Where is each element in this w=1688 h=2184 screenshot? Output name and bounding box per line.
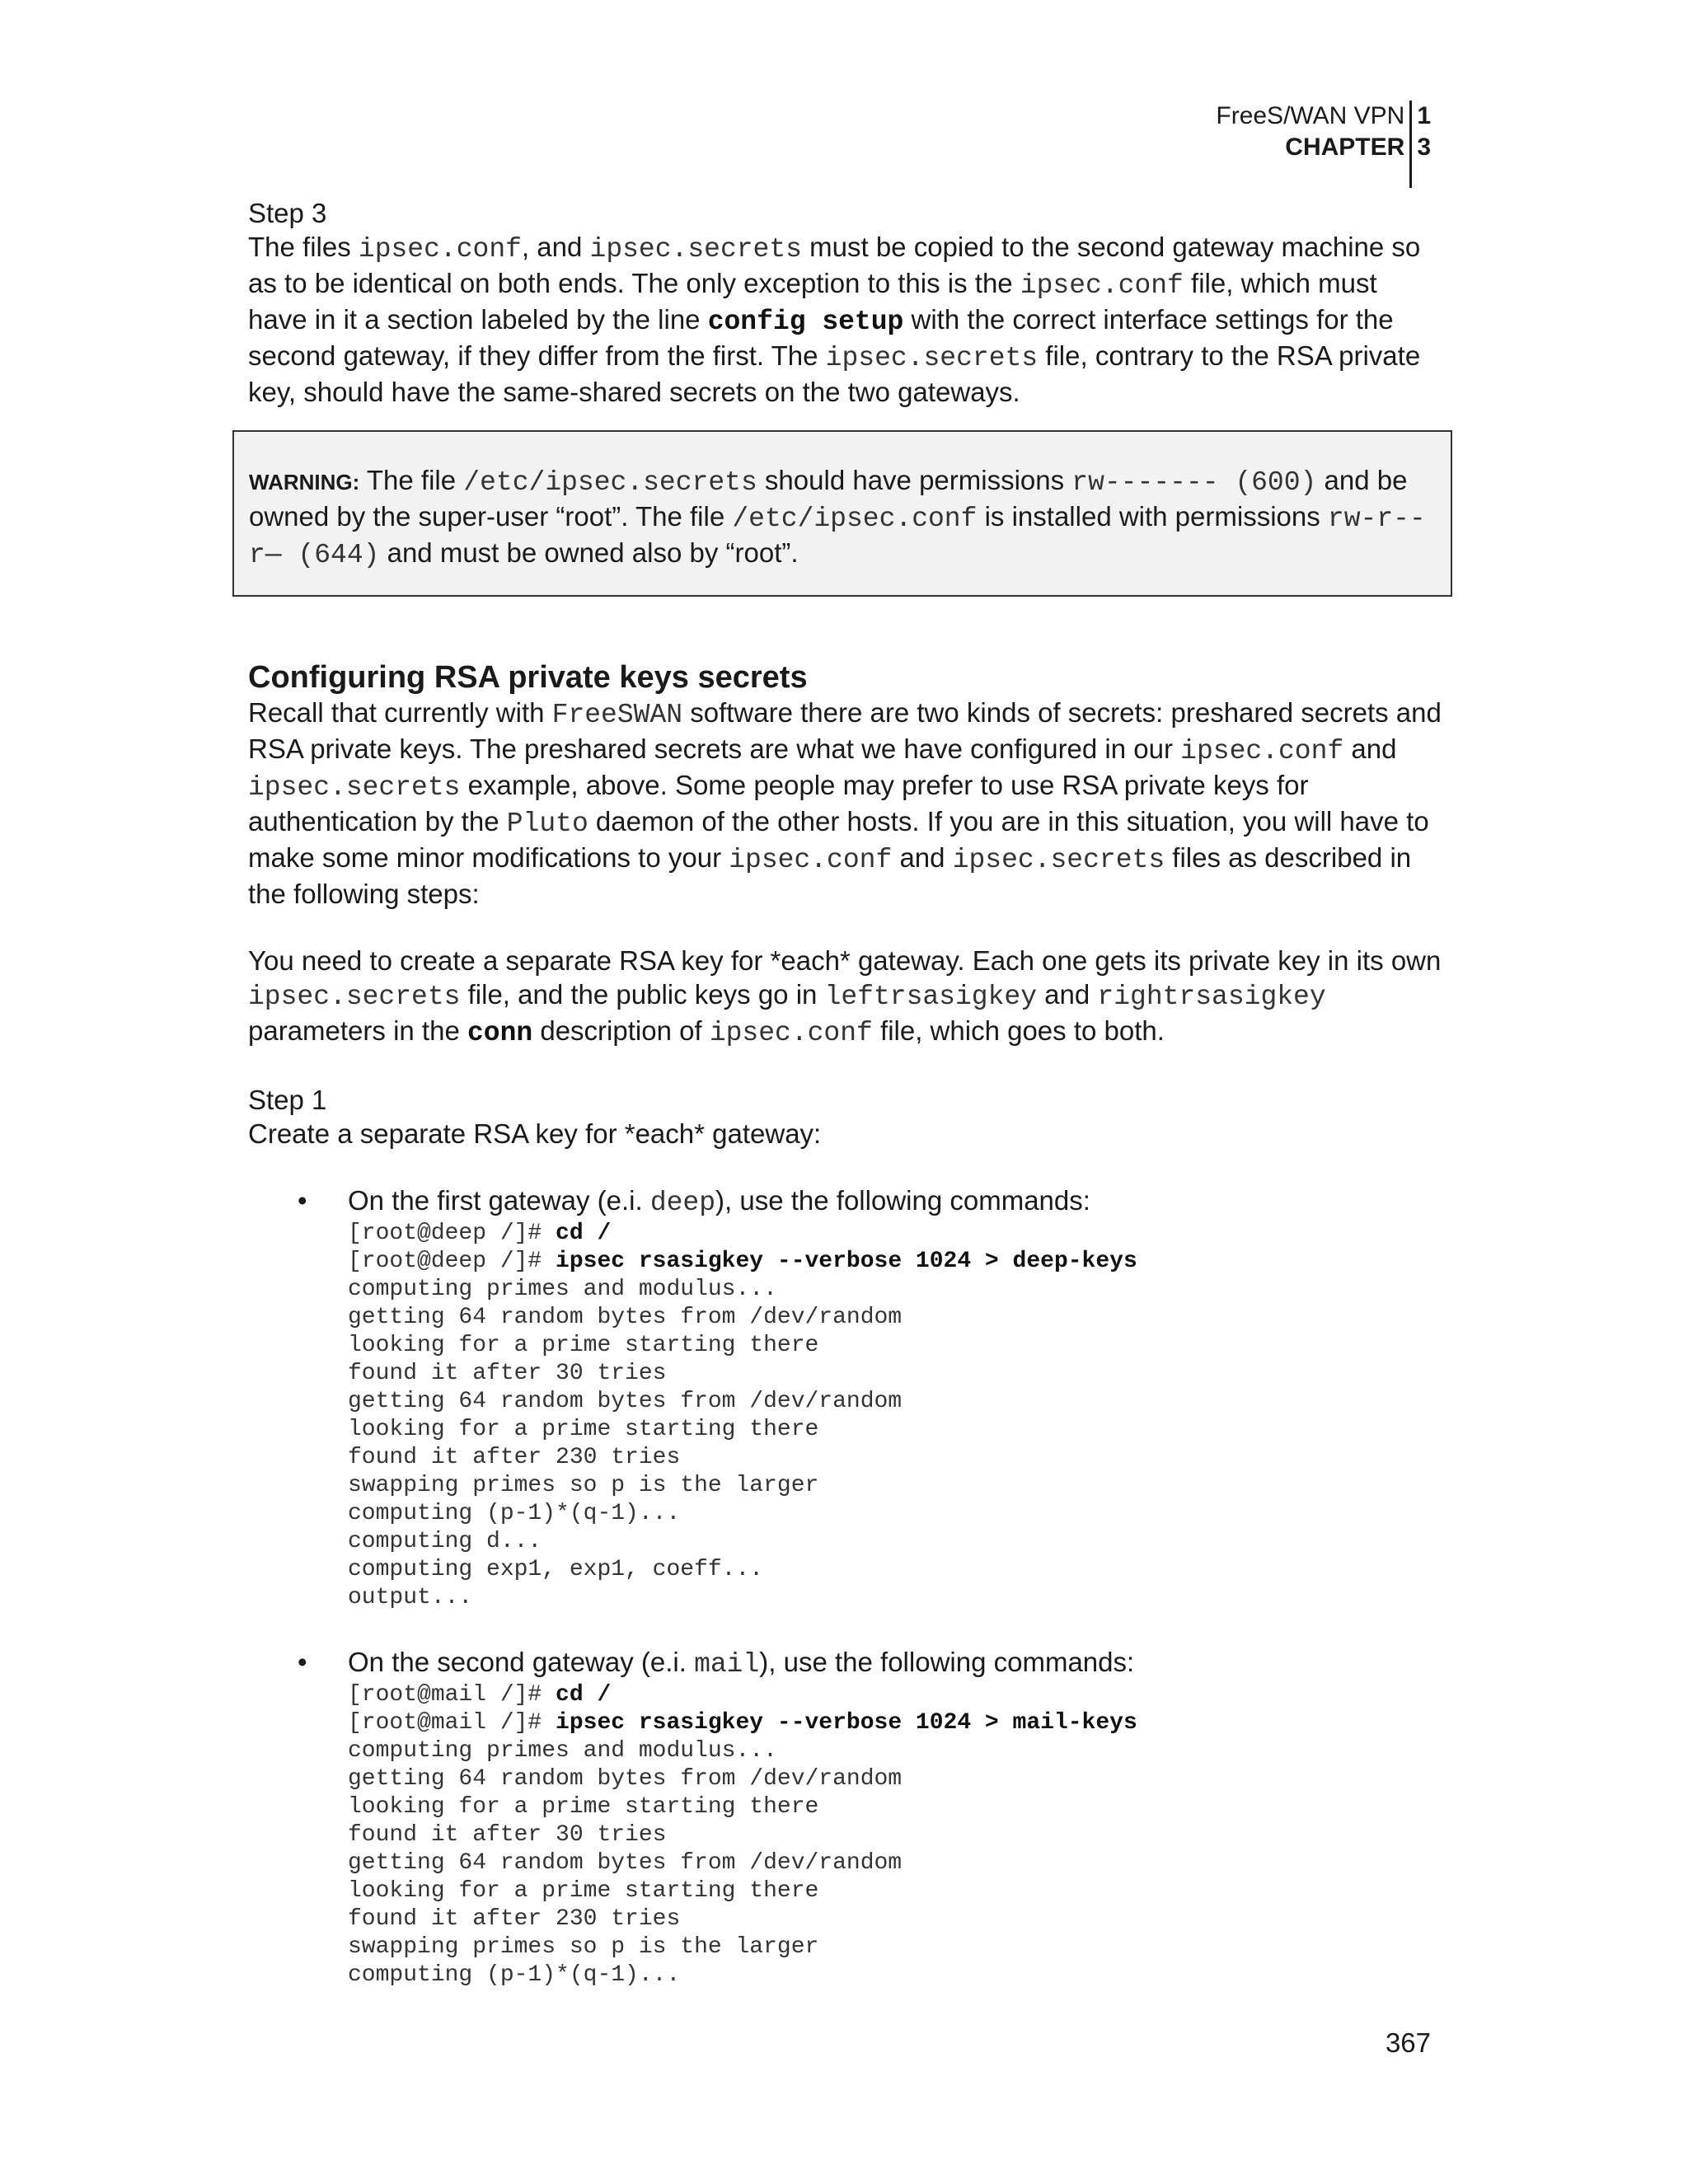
code-output: looking for a prime starting there [348, 1878, 819, 1904]
code-line [348, 1681, 1443, 1709]
header-titles [1216, 101, 1412, 188]
code-line [348, 1528, 1443, 1556]
code-output: [root@mail /]# [348, 1710, 556, 1736]
step3-paragraph [248, 230, 1443, 409]
code-output: computing primes and modulus... [348, 1738, 777, 1764]
book-title: FreeS/WAN VPN [1216, 102, 1405, 129]
code-line [348, 1220, 1443, 1248]
page-number: 367 [1385, 2027, 1431, 2058]
text: files as described in the following steps: [248, 842, 1412, 909]
text: daemon of the other hosts. If you are in this situation, you will have to make some minor modifications to your [248, 806, 1429, 873]
text: and must be owned also by “root”. [379, 537, 799, 568]
code-output: found it after 230 tries [348, 1906, 681, 1932]
code-output: getting 64 random bytes from /dev/random [348, 1766, 903, 1792]
code-command: cd / [556, 1221, 612, 1246]
chapter-number [1412, 101, 1431, 188]
inline-code: rw-r--r— (644) [249, 504, 1426, 570]
inline-code: ipsec.secrets [952, 845, 1165, 875]
text: On the second gateway (e.i. [348, 1647, 695, 1677]
code-output: found it after 30 tries [348, 1822, 667, 1848]
inline-code: mail [694, 1649, 760, 1680]
code-output: getting 64 random bytes from /dev/random [348, 1305, 903, 1330]
text: software there are two kinds of secrets: preshared secrets and RSA private keys. The preshared secrets are what we have configured in our [248, 697, 1442, 764]
text: and be owned by the super-user “root”. The file [249, 465, 1408, 532]
code-output: [root@deep /]# [348, 1249, 556, 1274]
code-output: looking for a prime starting there [348, 1417, 819, 1442]
code-output: [root@deep /]# [348, 1221, 556, 1246]
bullet-second-gateway [248, 1645, 1443, 1990]
inline-code: deep [649, 1188, 716, 1218]
code-line [348, 1584, 1443, 1612]
page-header [1216, 101, 1431, 188]
spacer [248, 1151, 1443, 1183]
chapter-label: CHAPTER [1285, 134, 1405, 161]
text: should have permissions [757, 465, 1072, 495]
inline-code: ipsec.conf [1020, 270, 1184, 301]
chapter-number-digit-2: 3 [1417, 134, 1431, 161]
code-line [348, 1849, 1443, 1877]
code-line [348, 1416, 1443, 1444]
text: file, and the public keys go in [460, 979, 825, 1010]
code-line [348, 1248, 1443, 1276]
inline-code: rw------- (600) [1071, 467, 1317, 498]
spacer [248, 1050, 1443, 1083]
code-output: computing d... [348, 1529, 542, 1554]
code-line [348, 1304, 1443, 1332]
warning-box [232, 430, 1452, 597]
code-output: computing (p-1)*(q-1)... [348, 1962, 681, 1988]
rsa-section [248, 659, 1443, 1990]
code-output: getting 64 random bytes from /dev/random [348, 1389, 903, 1414]
code-line [348, 1793, 1443, 1821]
code-output: computing (p-1)*(q-1)... [348, 1501, 681, 1526]
text: file, contrary to the RSA private key, should have the same-shared secrets on the two gateways. [248, 340, 1421, 407]
inline-code: FreeSWAN [551, 700, 683, 730]
text: and [892, 842, 953, 873]
code-output: getting 64 random bytes from /dev/random [348, 1850, 903, 1876]
code-output: output... [348, 1585, 473, 1610]
inline-code-bold: conn [467, 1018, 533, 1048]
code-line [348, 1821, 1443, 1849]
code-line [348, 1933, 1443, 1961]
code-output: looking for a prime starting there [348, 1794, 819, 1820]
inline-code: ipsec.secrets [825, 343, 1039, 373]
code-block-mail [348, 1681, 1443, 1990]
text: and [1343, 733, 1397, 764]
code-line [348, 1388, 1443, 1416]
code-line [348, 1276, 1443, 1304]
code-output: computing exp1, exp1, coeff... [348, 1557, 764, 1582]
code-line [348, 1961, 1443, 1990]
inline-code: Pluto [506, 808, 588, 839]
bullet-icon: • [298, 1185, 307, 1216]
code-command: ipsec rsasigkey --verbose 1024 > mail-keys [556, 1710, 1137, 1736]
code-output: swapping primes so p is the larger [348, 1473, 819, 1498]
spacer [248, 1612, 1443, 1645]
code-output: found it after 30 tries [348, 1361, 667, 1386]
inline-code: /etc/ipsec.conf [732, 504, 978, 534]
code-output: computing primes and modulus... [348, 1277, 777, 1302]
code-line [348, 1472, 1443, 1500]
text: parameters in the [248, 1015, 467, 1046]
code-line [348, 1444, 1443, 1472]
text: file, which goes to both. [872, 1015, 1165, 1046]
bullet-icon: • [298, 1647, 307, 1677]
inline-code: ipsec.conf [1180, 736, 1344, 766]
inline-code: ipsec.secrets [589, 234, 802, 265]
code-line [348, 1556, 1443, 1584]
code-line [348, 1765, 1443, 1793]
code-line [348, 1905, 1443, 1933]
warning-label: WARNING: [249, 470, 360, 494]
code-line [348, 1737, 1443, 1765]
text: The files [248, 232, 359, 262]
code-line [348, 1877, 1443, 1905]
section-paragraph-2 [248, 944, 1443, 1050]
text: You need to create a separate RSA key for *each* gateway. Each one gets its private key in its own [248, 945, 1442, 976]
text: with the correct interface settings for the second gateway, if they differ from the first. The [248, 304, 1394, 371]
code-output: swapping primes so p is the larger [348, 1934, 819, 1960]
inline-code: ipsec.secrets [248, 982, 461, 1012]
code-line [348, 1360, 1443, 1388]
spacer [248, 911, 1443, 944]
text: ), use the following commands: [715, 1185, 1090, 1216]
text: , and [521, 232, 590, 262]
bullet-first-gateway [248, 1183, 1443, 1612]
code-command: cd / [556, 1682, 612, 1708]
text: ), use the following commands: [759, 1647, 1135, 1677]
code-line [348, 1709, 1443, 1737]
text: example, above. Some people may prefer to use RSA private keys for authentication by the [248, 770, 1309, 837]
text: must be copied to the second gateway machine so as to be identical on both ends. The only exception to this is the [248, 232, 1421, 298]
text: The file [359, 465, 464, 495]
bullet-text [348, 1645, 1443, 1681]
code-output: [root@mail /]# [348, 1682, 556, 1708]
inline-code: ipsec.conf [358, 234, 522, 265]
inline-code: rightrsasigkey [1097, 982, 1326, 1012]
code-output: looking for a prime starting there [348, 1333, 819, 1358]
step3-block [248, 196, 1443, 409]
inline-code: /etc/ipsec.secrets [463, 467, 757, 498]
step1-text: Create a separate RSA key for *each* gateway: [248, 1118, 822, 1149]
text: and [1037, 979, 1098, 1010]
step1-label: Step 1 [248, 1085, 327, 1115]
text: description of [532, 1015, 710, 1046]
inline-code: ipsec.conf [729, 845, 893, 875]
chapter-number-digit-1: 1 [1417, 102, 1431, 129]
inline-code: ipsec.conf [709, 1018, 873, 1048]
code-block-deep [348, 1220, 1443, 1612]
code-line [348, 1500, 1443, 1528]
text: Recall that currently with [248, 697, 552, 728]
code-command: ipsec rsasigkey --verbose 1024 > deep-keys [556, 1249, 1137, 1274]
section-title: Configuring RSA private keys secrets [248, 660, 808, 695]
bullet-text [348, 1183, 1443, 1220]
section-paragraph-1 [248, 696, 1443, 911]
inline-code: ipsec.secrets [248, 772, 461, 803]
inline-code: leftrsasigkey [824, 982, 1038, 1012]
code-line [348, 1332, 1443, 1360]
code-output: found it after 230 tries [348, 1445, 681, 1470]
text: is installed with permissions [977, 501, 1328, 532]
text: On the first gateway (e.i. [348, 1185, 650, 1216]
step3-label: Step 3 [248, 198, 327, 228]
text: file, which must have in it a section labeled by the line [248, 268, 1377, 335]
inline-code-bold: config setup [707, 307, 904, 337]
